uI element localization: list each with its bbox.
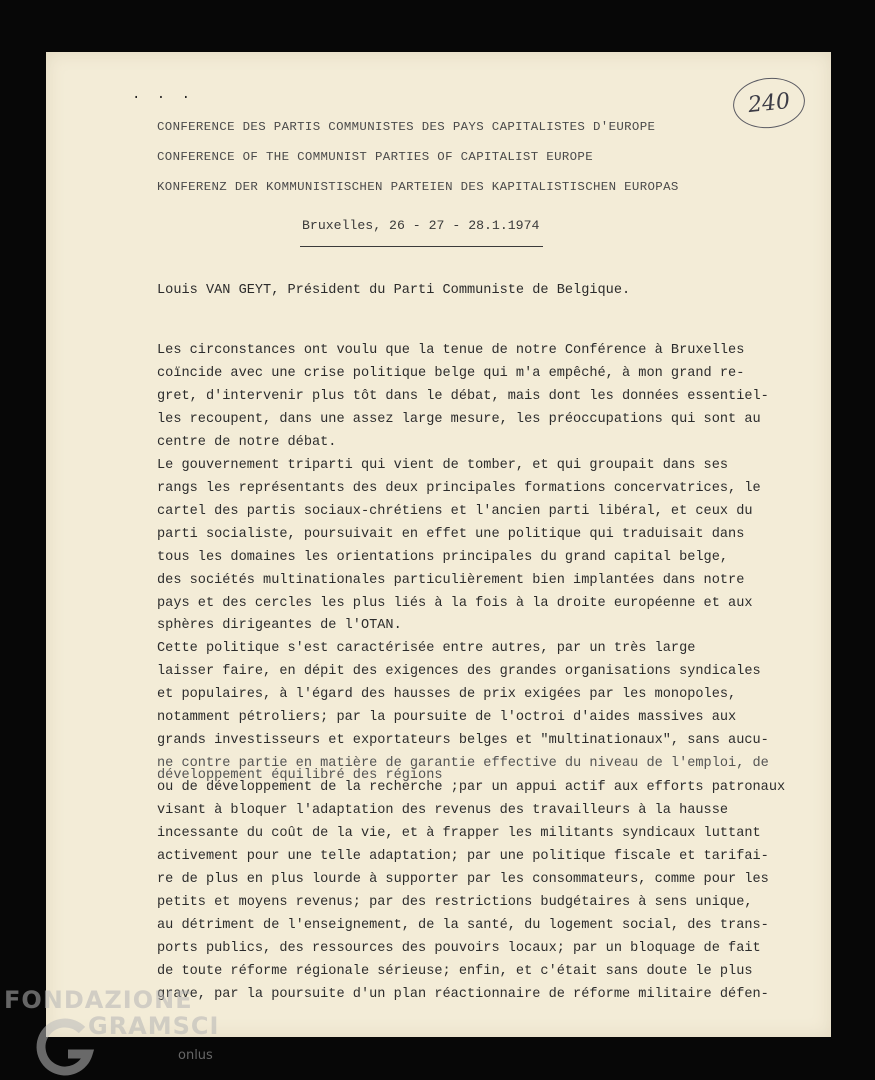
body-line: re de plus en plus lourde à supporter par les consommateurs, comme pour les bbox=[157, 872, 769, 887]
body-line: visant à bloquer l'adaptation des revenus des travailleurs à la hausse bbox=[157, 803, 729, 818]
watermark-line2: GRAMSCI bbox=[88, 1012, 220, 1040]
page-number: 240 bbox=[746, 88, 792, 118]
body-line: au détriment de l'enseignement, de la santé, du logement social, des trans- bbox=[157, 918, 769, 933]
body-line: les recoupent, dans une assez large mesure, les préoccupations qui sont au bbox=[157, 412, 761, 427]
body-line: développement équilibré des régions bbox=[157, 768, 443, 783]
heading-english: CONFERENCE OF THE COMMUNIST PARTIES OF CAPITALIST EUROPE bbox=[157, 150, 593, 164]
body-line: parti socialiste, poursuivait en effet une politique qui traduisait dans bbox=[157, 527, 745, 542]
body-line: ports publics, des ressources des pouvoirs locaux; par un bloquage de fait bbox=[157, 941, 761, 956]
body-line: rangs les représentants des deux principales formations concervatrices, le bbox=[157, 481, 761, 496]
body-line: coïncide avec une crise politique belge qui m'a empêché, à mon grand re- bbox=[157, 366, 745, 381]
body-line: grave, par la poursuite d'un plan réactionnaire de réforme militaire défen- bbox=[157, 987, 769, 1002]
watermark-line3: onlus bbox=[178, 1048, 213, 1063]
corner-marks: · · · bbox=[132, 90, 195, 106]
body-line: grands investisseurs et exportateurs belges et "multinationaux", sans aucu- bbox=[157, 733, 769, 748]
body-line: de toute réforme régionale sérieuse; enfin, et c'était sans doute le plus bbox=[157, 964, 753, 979]
body-line: ou de développement de la recherche ;par un appui actif aux efforts patronaux bbox=[157, 780, 786, 795]
body-line: activement pour une telle adaptation; par une politique fiscale et tarifai- bbox=[157, 849, 769, 864]
body-line: Les circonstances ont voulu que la tenue de notre Conférence à Bruxelles bbox=[157, 343, 745, 358]
heading-french: CONFERENCE DES PARTIS COMMUNISTES DES PAYS CAPITALISTES D'EUROPE bbox=[157, 120, 656, 134]
body-line: tous les domaines les orientations principales du grand capital belge, bbox=[157, 550, 729, 565]
divider-rule bbox=[300, 246, 543, 247]
body-line: notamment pétroliers; par la poursuite de l'octroi d'aides massives aux bbox=[157, 710, 737, 725]
fondazione-gramsci-watermark bbox=[0, 986, 230, 1080]
body-line: des sociétés multinationales particulièrement bien implantées dans notre bbox=[157, 573, 745, 588]
body-line: laisser faire, en dépit des exigences des grandes organisations syndicales bbox=[157, 664, 761, 679]
body-line: sphères dirigeantes de l'OTAN. bbox=[157, 618, 402, 633]
body-line: ne contre partie en matière de garantie effective du niveau de l'emploi, de bbox=[157, 756, 769, 771]
body-line: et populaires, à l'égard des hausses de prix exigées par les monopoles, bbox=[157, 687, 737, 702]
body-line: incessante du coût de la vie, et à frapper les militants syndicaux luttant bbox=[157, 826, 761, 841]
speaker-line: Louis VAN GEYT, Président du Parti Communiste de Belgique. bbox=[157, 283, 631, 298]
body-line: centre de notre débat. bbox=[157, 435, 337, 450]
dateline: Bruxelles, 26 - 27 - 28.1.1974 bbox=[302, 218, 540, 233]
watermark-line1: FONDAZIONE bbox=[4, 986, 193, 1014]
body-line: gret, d'intervenir plus tôt dans le débat, mais dont les données essentiel- bbox=[157, 389, 769, 404]
document-page bbox=[46, 52, 831, 1037]
body-line: petits et moyens revenus; par des restrictions budgétaires à sens unique, bbox=[157, 895, 753, 910]
body-line: Cette politique s'est caractérisée entre autres, par un très large bbox=[157, 641, 696, 656]
body-line: pays et des cercles les plus liés à la fois à la droite européenne et aux bbox=[157, 596, 753, 611]
heading-german: KONFERENZ DER KOMMUNISTISCHEN PARTEIEN DES KAPITALISTISCHEN EUROPAS bbox=[157, 180, 679, 194]
body-line: cartel des partis sociaux-chrétiens et l'ancien parti libéral, et ceux du bbox=[157, 504, 753, 519]
body-line: Le gouvernement triparti qui vient de tomber, et qui groupait dans ses bbox=[157, 458, 729, 473]
